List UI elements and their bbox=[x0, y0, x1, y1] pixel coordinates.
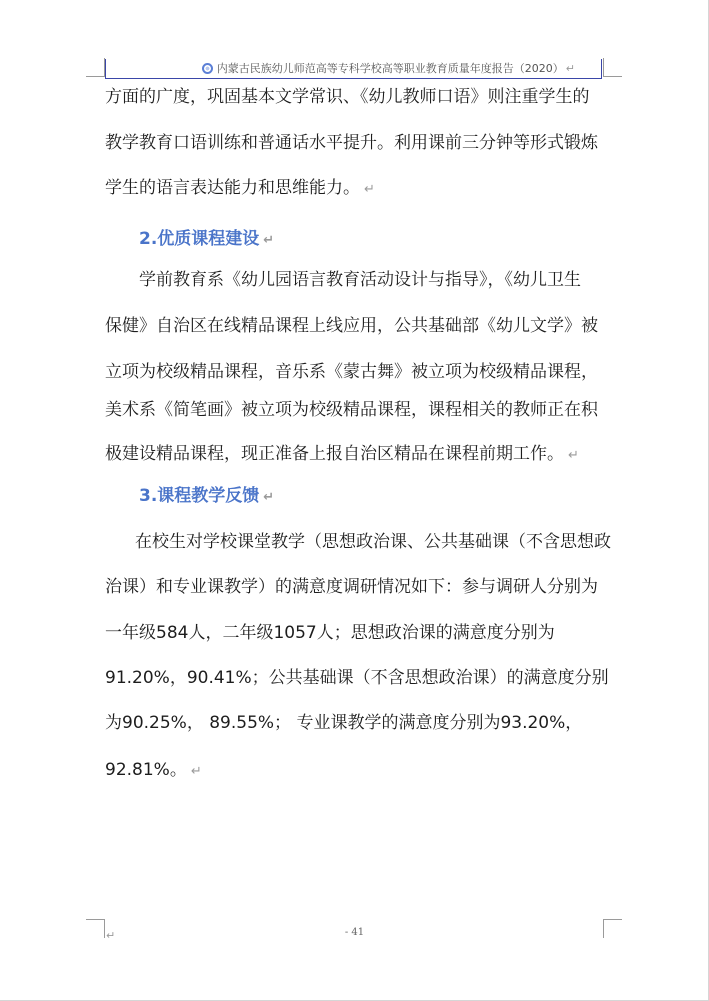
paragraph-mark-icon: ↵ bbox=[568, 448, 579, 463]
section-heading: 2.优质课程建设 ↵ bbox=[139, 229, 275, 249]
crop-mark-top-left bbox=[86, 58, 105, 77]
paragraph-mark-icon: ↵ bbox=[106, 929, 116, 942]
paragraph-mark-icon: ↵ bbox=[364, 182, 375, 197]
text-line: 治课）和专业课教学）的满意度调研情况如下：参与调研人分别为 bbox=[105, 577, 598, 597]
text-line: 立项为校级精品课程，音乐系《蒙古舞》被立项为校级精品课程， bbox=[105, 362, 598, 382]
text-line: 一年级584人，二年级1057人；思想政治课的满意度分别为 bbox=[105, 623, 555, 643]
text-line: 美术系《简笔画》被立项为校级精品课程，课程相关的教师正在积 bbox=[105, 400, 598, 420]
text-line: 为90.25%， 89.55%； 专业课教学的满意度分别为93.20%， bbox=[105, 713, 583, 733]
text-line: 92.81%。 ↵ bbox=[105, 760, 202, 780]
page-number: - 41 bbox=[344, 927, 365, 938]
section-heading: 3.课程教学反馈 ↵ bbox=[139, 486, 275, 506]
paragraph-mark-icon: ↵ bbox=[190, 764, 202, 779]
text-line: 极建设精品课程，现正准备上报自治区精品在课程前期工作。 ↵ bbox=[105, 444, 579, 464]
paragraph-mark-icon: ↵ bbox=[263, 233, 275, 248]
text-line: 在校生对学校课堂教学（思想政治课、公共基础课（不含思想政 bbox=[135, 532, 611, 552]
text-line: 91.20%，90.41%；公共基础课（不含思想政治课）的满意度分别 bbox=[105, 668, 609, 688]
paragraph-mark-icon: ↵ bbox=[565, 61, 575, 75]
school-logo-icon bbox=[202, 63, 213, 74]
text-line: 教学教育口语训练和普通话水平提升。利用课前三分钟等形式锻炼 bbox=[105, 133, 598, 153]
header-content bbox=[202, 60, 575, 76]
paragraph-mark-icon: ↵ bbox=[263, 490, 275, 505]
crop-mark-top-right bbox=[603, 58, 622, 77]
text-line: 学前教育系《幼儿园语言教育活动设计与指导》，《幼儿卫生 bbox=[139, 270, 581, 290]
text-line: 保健》自治区在线精品课程上线应用，公共基础部《幼儿文学》被 bbox=[105, 316, 598, 336]
text-line: 方面的广度，巩固基本文学常识、《幼儿教师口语》则注重学生的 bbox=[105, 87, 590, 107]
page-header bbox=[105, 59, 602, 79]
header-title: 内蒙古民族幼儿师范高等专科学校高等职业教育质量年度报告（2020） bbox=[216, 62, 564, 75]
text-line: 学生的语言表达能力和思维能力。 ↵ bbox=[105, 178, 375, 198]
